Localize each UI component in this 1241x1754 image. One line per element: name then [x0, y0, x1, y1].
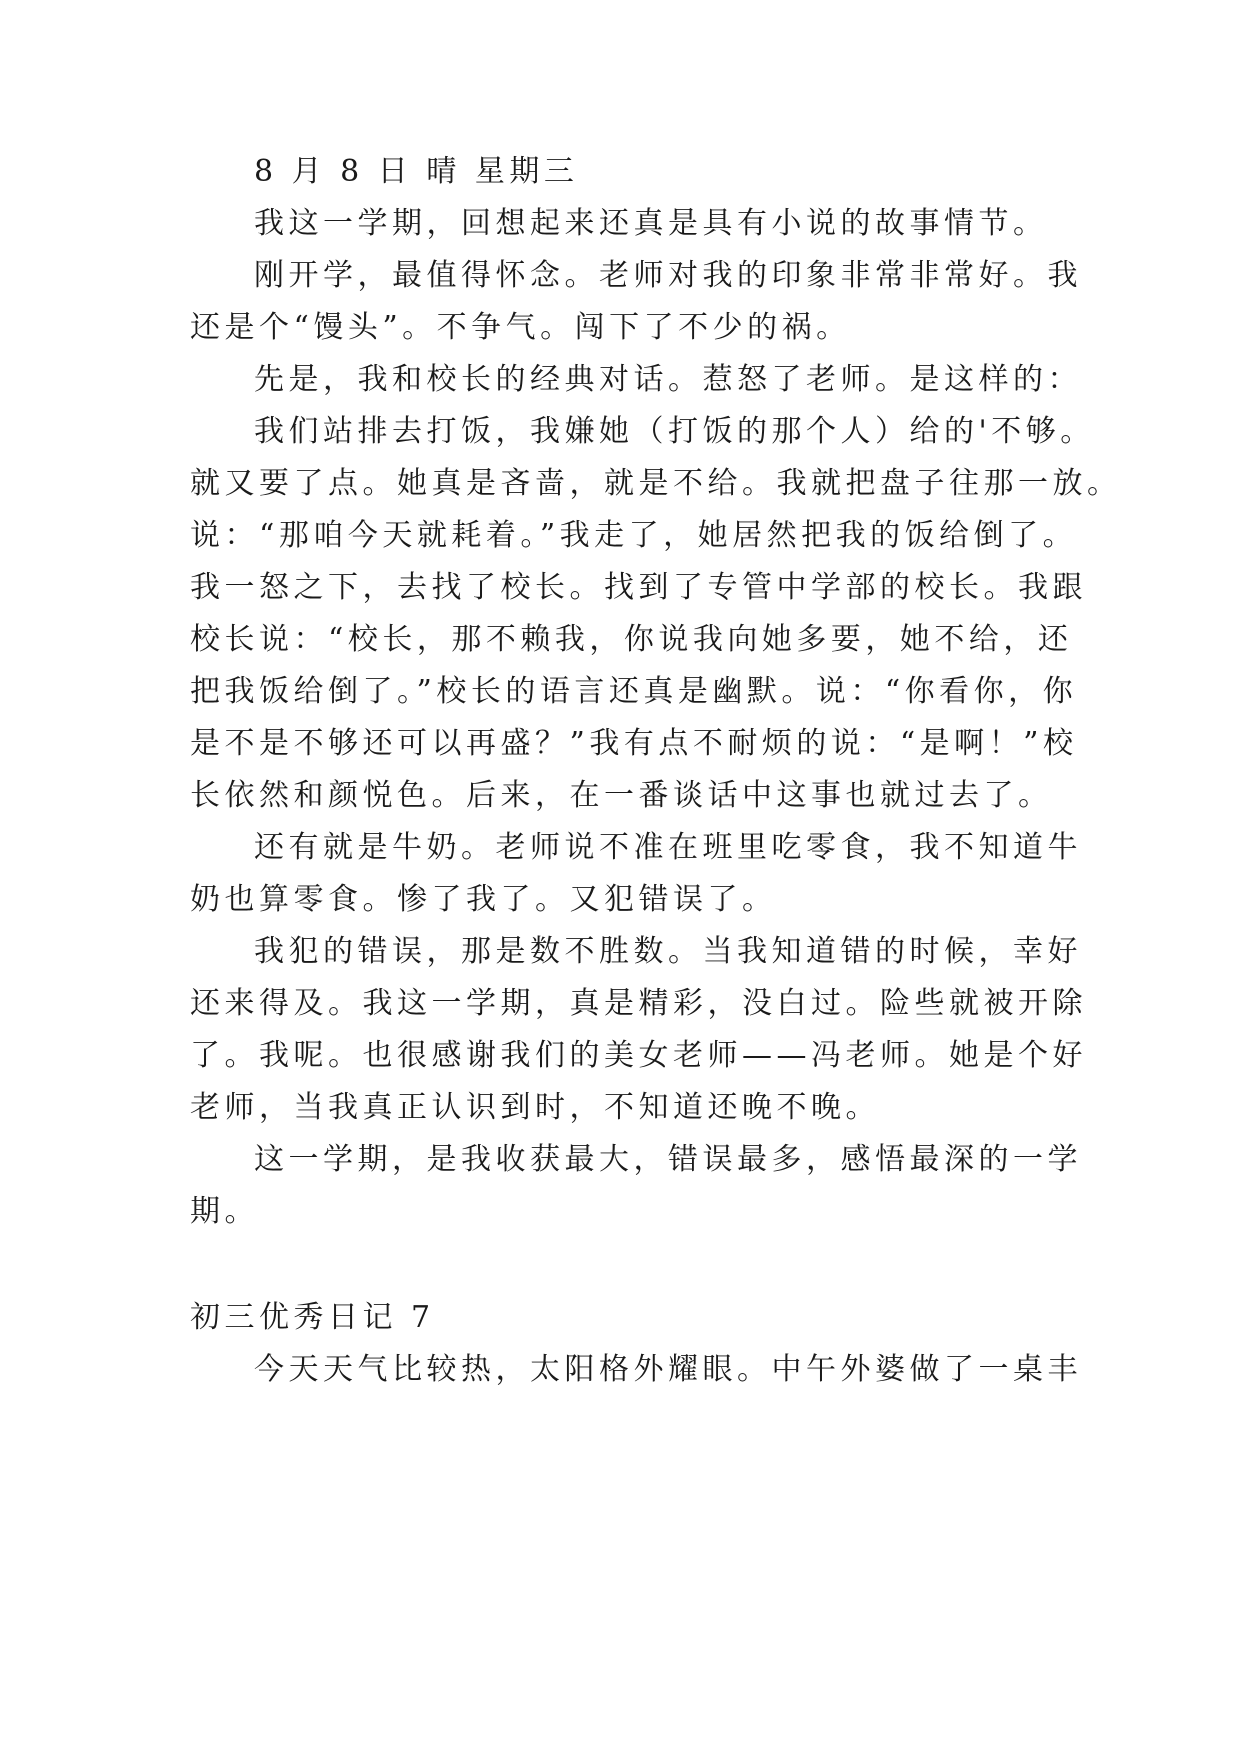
paragraph-line: 把我饭给倒了。”校长的语言还真是幽默。说：“你看你，你	[190, 674, 1078, 709]
paragraph-line: 今天天气比较热，太阳格外耀眼。中午外婆做了一桌丰	[254, 1352, 1082, 1387]
diary-date-line: 8 月 8 日 晴 星期三	[254, 154, 579, 189]
paragraph-line: 就又要了点。她真是吝啬，就是不给。我就把盘子往那一放。	[190, 466, 1122, 501]
section-title: 初三优秀日记 7	[190, 1300, 435, 1335]
paragraph-line: 我犯的错误，那是数不胜数。当我知道错的时候，幸好	[254, 934, 1082, 969]
paragraph-line: 我们站排去打饭，我嫌她（打饭的那个人）给的'不够。	[254, 414, 1095, 449]
paragraph-line: 这一学期，是我收获最大，错误最多，感悟最深的一学	[254, 1142, 1082, 1177]
paragraph-line: 期。	[190, 1194, 259, 1229]
paragraph-line: 还来得及。我这一学期，真是精彩，没白过。险些就被开除	[190, 986, 1087, 1021]
paragraph-line: 我一怒之下，去找了校长。找到了专管中学部的校长。我跟	[190, 570, 1087, 605]
paragraph-line: 是不是不够还可以再盛？”我有点不耐烦的说：“是啊！”校	[190, 726, 1078, 761]
paragraph-line: 长依然和颜悦色。后来，在一番谈话中这事也就过去了。	[190, 778, 1053, 813]
paragraph-line: 先是，我和校长的经典对话。惹怒了老师。是这样的：	[254, 362, 1082, 397]
paragraph-line: 还有就是牛奶。老师说不准在班里吃零食，我不知道牛	[254, 830, 1082, 865]
paragraph-line: 校长说：“校长，那不赖我，你说我向她多要，她不给，还	[190, 622, 1073, 657]
paragraph-line: 老师，当我真正认识到时，不知道还晚不晚。	[190, 1090, 880, 1125]
paragraph-line: 我这一学期，回想起来还真是具有小说的故事情节。	[254, 206, 1048, 241]
paragraph-line: 了。我呢。也很感谢我们的美女老师——冯老师。她是个好	[190, 1038, 1087, 1073]
paragraph-line: 说：“那咱今天就耗着。”我走了，她居然把我的饭给倒了。	[190, 518, 1078, 553]
paragraph-line: 奶也算零食。惨了我了。又犯错误了。	[190, 882, 777, 917]
paragraph-line: 还是个“馒头”。不争气。闯下了不少的祸。	[190, 310, 851, 345]
paragraph-line: 刚开学，最值得怀念。老师对我的印象非常非常好。我	[254, 258, 1082, 293]
